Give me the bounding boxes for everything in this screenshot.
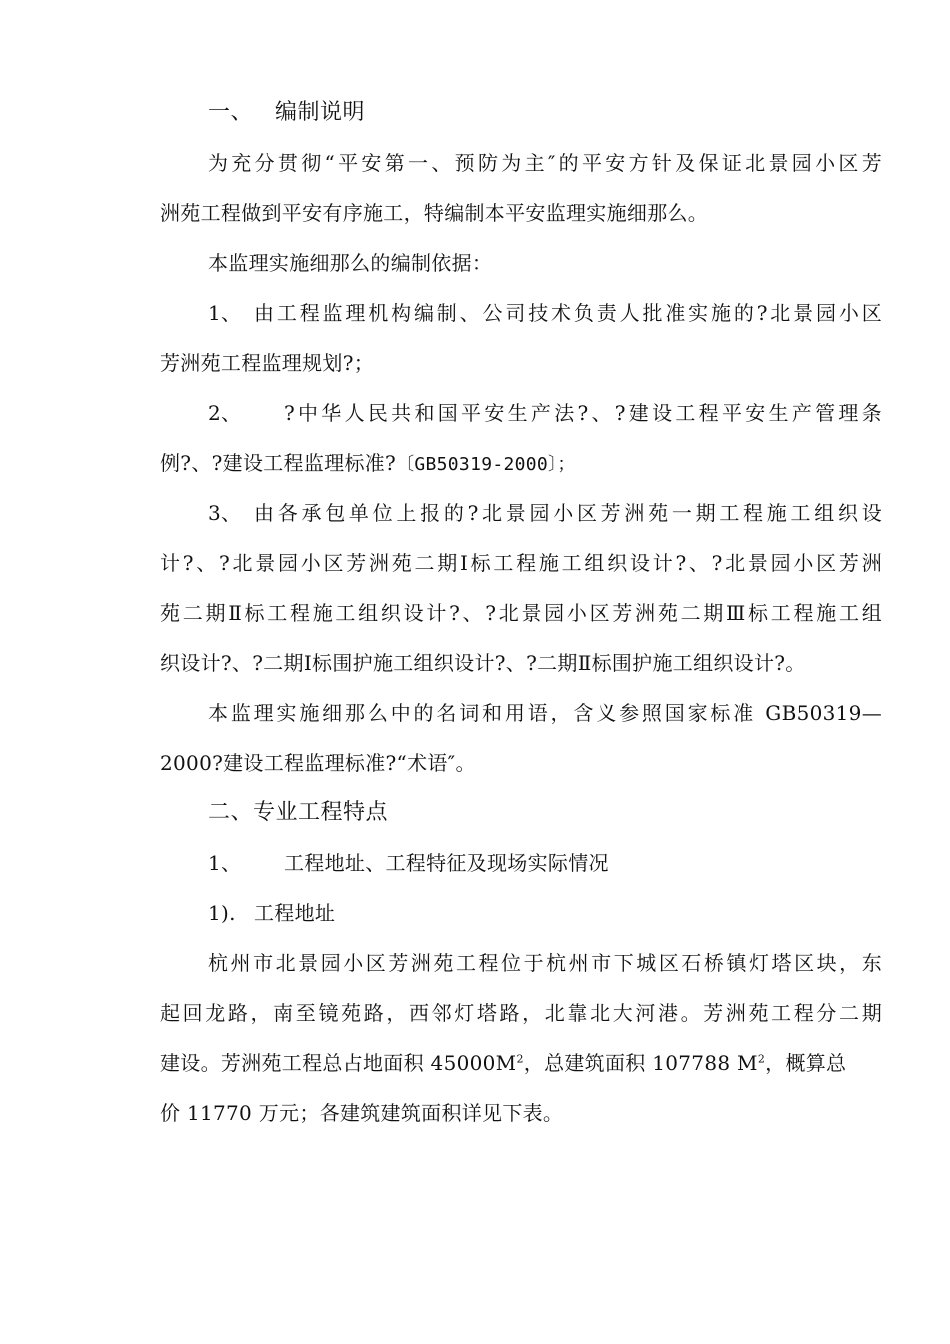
list-item-line: 织设计?、?二期Ⅰ标围护施工组织设计?、?二期Ⅱ标围护施工组织设计?。 — [160, 651, 806, 675]
list-item-number: 3、 — [208, 501, 242, 525]
standard-code: 〔GB50319-2000〕； — [396, 454, 576, 475]
section1-heading-text: 编制说明 — [275, 100, 366, 125]
paragraph-line: 2000?建设工程监理标准?“术语″。 — [160, 751, 476, 775]
subsection-number: 1). — [208, 901, 236, 925]
paragraph-line — [160, 1050, 882, 1076]
list-item-number: 1、 — [208, 301, 242, 325]
subsection-number: 1、 — [208, 851, 242, 875]
list-item-line — [160, 450, 576, 478]
section1-heading-number: 一、 — [208, 100, 254, 125]
paragraph-line: 价 11770 万元；各建筑建筑面积详见下表。 — [160, 1101, 564, 1125]
paragraph-text: ，总建筑面积 107788 M — [523, 1051, 758, 1075]
list-item-line: ?中华人民共和国平安生产法?、?建设工程平安生产管理条 — [284, 401, 882, 425]
paragraph-line: 起回龙路，南至镜苑路，西邻灯塔路，北靠北大河港。芳洲苑工程分二期 — [160, 1001, 882, 1025]
list-item-line: 由各承包单位上报的?北景园小区芳洲苑一期工程施工组织设 — [254, 501, 882, 525]
paragraph-line: 洲苑工程做到平安有序施工，特编制本平安监理实施细那么。 — [160, 201, 709, 225]
superscript: 2 — [516, 1052, 524, 1066]
paragraph-line: 为充分贯彻“平安第一、预防为主″的平安方针及保证北景园小区芳 — [208, 151, 882, 175]
list-item-line: 苑二期Ⅱ标工程施工组织设计?、?北景园小区芳洲苑二期Ⅲ标工程施工组 — [160, 601, 882, 625]
paragraph-text: ，概算总 — [765, 1051, 847, 1075]
paragraph-line: 杭州市北景园小区芳洲苑工程位于杭州市下城区石桥镇灯塔区块，东 — [208, 951, 882, 975]
paragraph-text: 建设。芳洲苑工程总占地面积 45000M — [160, 1051, 517, 1075]
list-item-line: 由工程监理机构编制、公司技术负责人批准实施的?北景园小区 — [254, 301, 882, 325]
subsection-title: 工程地址 — [254, 901, 336, 925]
list-item-line: 芳洲苑工程监理规划?； — [160, 351, 375, 375]
paragraph-line: 本监理实施细那么的编制依据： — [208, 251, 493, 275]
paragraph-line: 本监理实施细那么中的名词和用语，含义参照国家标准 GB50319— — [208, 701, 882, 725]
list-item-line: 计?、?北景园小区芳洲苑二期Ⅰ标工程施工组织设计?、?北景园小区芳洲 — [160, 551, 882, 575]
list-item-text: 例?、?建设工程监理标准? — [160, 451, 397, 475]
section1-heading — [208, 100, 365, 126]
list-item-number: 2、 — [208, 401, 242, 425]
subsection-title: 工程地址、工程特征及现场实际情况 — [284, 851, 609, 875]
superscript: 2 — [757, 1052, 766, 1066]
section2-heading: 二、专业工程特点 — [208, 800, 389, 825]
